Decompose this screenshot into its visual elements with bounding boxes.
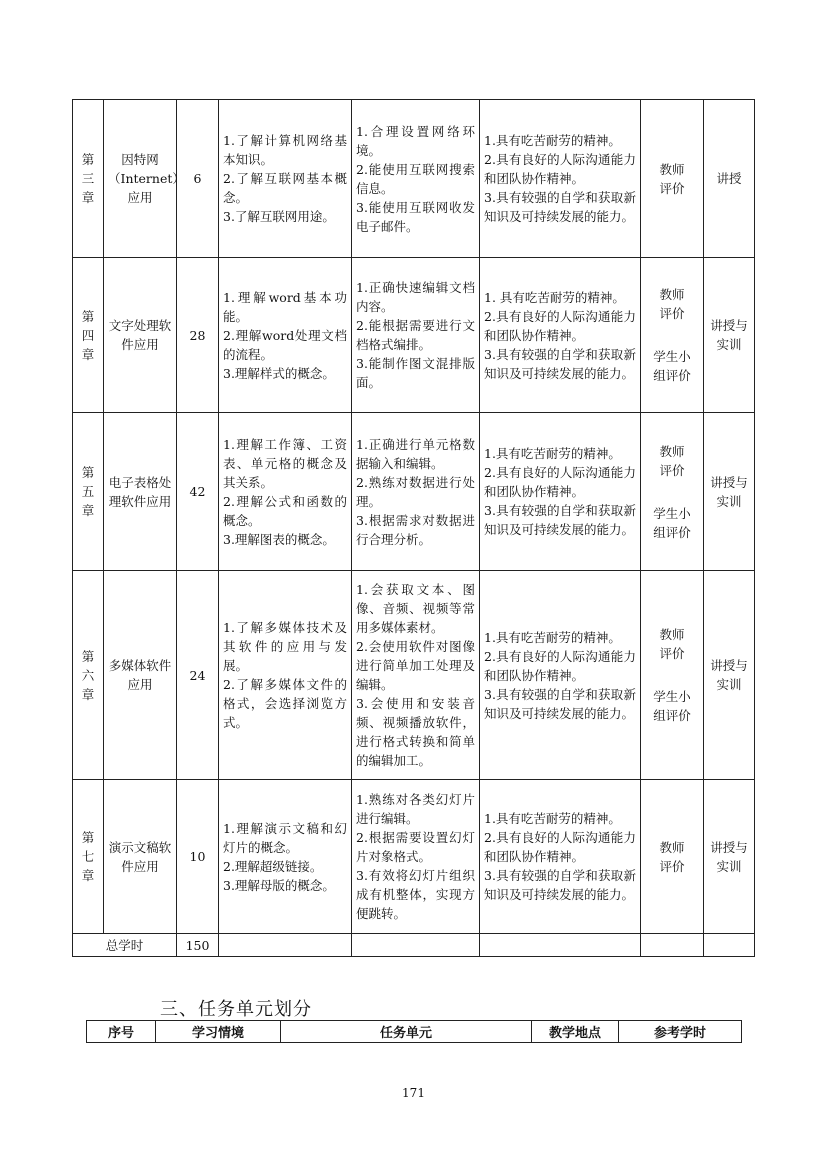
teaching-method (704, 100, 755, 258)
chapter-char: 三 (81, 171, 95, 186)
chapter-title-line: 应用 (146, 493, 172, 509)
knowledge-item: 3.了解互联网用途。 (223, 209, 335, 224)
chapter-row (73, 258, 755, 413)
evaluation-line: 评价 (659, 462, 685, 478)
chapter-title-line: 电子表 (108, 474, 147, 490)
chapter-title-line: 应用 (127, 677, 153, 692)
chapter-title (104, 413, 177, 571)
teaching-method (704, 258, 755, 413)
teaching-method (704, 571, 755, 780)
chapter-row (73, 571, 755, 780)
skill-item: 3.有效将幻灯片组织成有机整体，实现方便跳转。 (356, 868, 475, 921)
knowledge-goals (219, 258, 352, 413)
teaching-method-line: 与实 (716, 839, 748, 874)
quality-goals (480, 413, 641, 571)
chapter-row (73, 780, 755, 934)
skill-goals (352, 780, 480, 934)
skill-item: 3.根据需求对数据进行合理分析。 (356, 512, 475, 547)
knowledge-item: 1.了解计算机网络基本知识。 (223, 133, 347, 167)
evaluation-line: 教师 (659, 627, 685, 642)
total-label: 总学时 (73, 934, 177, 957)
total-row (73, 934, 755, 957)
header-reference-hours: 参考学时 (619, 1021, 742, 1043)
quality-item: 3.具有较强的自学和获取新知识及可持续发展的能力。 (484, 686, 636, 721)
chapter-row (73, 100, 755, 258)
skill-item: 1.熟练对各类幻灯片进行编辑。 (356, 792, 475, 826)
syllabus-body (73, 100, 755, 957)
skill-goals (352, 571, 480, 780)
knowledge-item: 1.理解演示文稿和幻灯片的概念。 (223, 820, 347, 855)
skill-item: 2.根据需要设置幻灯片对象格式。 (356, 830, 475, 864)
empty-cell (704, 934, 755, 957)
empty-cell (641, 934, 704, 957)
skill-item: 3.能制作图文混排版面。 (356, 356, 475, 390)
evaluation-line: 评价 (659, 858, 685, 874)
teaching-method-line: 讲授 (710, 839, 736, 855)
evaluation-line: 教师 (659, 287, 685, 302)
skill-item: 2.会使用软件对图像进行简单加工处理及编辑。 (356, 639, 475, 692)
evaluation-method (641, 780, 704, 934)
skill-item: 3.能使用互联网收发电子邮件。 (356, 199, 475, 234)
chapter-number (73, 571, 104, 780)
quality-item: 1.具有吃苦耐劳的精神。 (484, 811, 621, 826)
evaluation-line: 评价 (659, 306, 685, 321)
knowledge-item: 2.了解互联网基本概念。 (223, 171, 347, 205)
teaching-method-line: 与实 (716, 318, 748, 352)
chapter-title (104, 100, 185, 258)
skill-goals (352, 100, 480, 258)
evaluation-line: 学生小 (653, 505, 691, 521)
knowledge-goals (219, 100, 352, 258)
quality-item: 2.具有良好的人际沟通能力和团队协作精神。 (484, 152, 636, 186)
chapter-char: 章 (81, 190, 95, 205)
quality-goals (480, 780, 641, 934)
chapter-title-line: （Inter (108, 171, 152, 186)
evaluation-line: 教师 (659, 443, 685, 459)
header-learning-context: 学习情境 (156, 1021, 281, 1043)
quality-goals (480, 258, 641, 413)
skill-item: 2.能根据需要进行文档格式编排。 (356, 318, 475, 352)
skill-goals (352, 413, 480, 571)
header-task-unit: 任务单元 (281, 1021, 532, 1043)
task-header-row (87, 1021, 742, 1043)
skill-item: 1.正确进行单元格数据输入和编辑。 (356, 436, 475, 471)
chapter-hours: 6 (177, 100, 219, 258)
chapter-char: 章 (81, 868, 95, 883)
chapter-title-line: 演示文 (108, 839, 147, 855)
quality-item: 1.具有吃苦耐劳的精神。 (484, 133, 621, 148)
section-title: 三、任务单元划分 (160, 999, 312, 1020)
teaching-method (704, 413, 755, 571)
knowledge-item: 1.理解word基本功能。 (223, 289, 347, 324)
chapter-hours: 10 (177, 780, 219, 934)
chapter-number (73, 780, 104, 934)
chapter-char: 五 (81, 484, 95, 499)
chapter-char: 章 (81, 346, 95, 362)
evaluation-line: 评价 (659, 180, 685, 196)
quality-item: 1.具有吃苦耐劳的精神。 (484, 629, 621, 645)
syllabus-table (72, 99, 755, 957)
empty-cell (480, 934, 641, 957)
knowledge-goals (219, 413, 352, 571)
quality-item: 1. 具有吃苦耐劳的精神。 (484, 289, 625, 305)
skill-item: 3.会使用和安装音频、视频播放软件，进行格式转换和简单的编辑加工。 (356, 696, 475, 768)
skill-goals (352, 258, 480, 413)
teaching-method-line: 讲授 (710, 658, 736, 673)
evaluation-line: 组评价 (653, 524, 691, 540)
evaluation-method (641, 258, 704, 413)
quality-item: 3.具有较强的自学和获取新知识及可持续发展的能力。 (484, 190, 636, 224)
empty-cell (352, 934, 480, 957)
chapter-char: 第 (81, 465, 95, 480)
chapter-title-line: 多媒体 (108, 658, 147, 673)
teaching-method-line: 训 (729, 677, 742, 692)
teaching-method-line: 训 (729, 858, 742, 874)
skill-item: 2.熟练对数据进行处理。 (356, 474, 475, 509)
skill-item: 1.正确快速编辑文档内容。 (356, 280, 475, 314)
chapter-number (73, 258, 104, 413)
chapter-char: 七 (81, 849, 95, 864)
page-number: 171 (402, 1086, 425, 1100)
chapter-title-line: 稿软件 (121, 839, 172, 874)
quality-item: 2.具有良好的人际沟通能力和团队协作精神。 (484, 308, 636, 343)
evaluation-line: 组评价 (653, 708, 691, 723)
chapter-hours: 42 (177, 413, 219, 571)
knowledge-item: 3.理解母版的概念。 (223, 877, 335, 893)
chapter-hours: 28 (177, 258, 219, 413)
chapter-title-line: 软件 (146, 658, 172, 673)
chapter-row (73, 413, 755, 571)
quality-item: 3.具有较强的自学和获取新知识及可持续发展的能力。 (484, 503, 636, 537)
quality-item: 2.具有良好的人际沟通能力和团队协作精神。 (484, 648, 636, 683)
chapter-title-line: 理软件 (121, 318, 172, 352)
knowledge-item: 1.了解多媒体技术及其软件的应用与发展。 (223, 620, 347, 673)
evaluation-line: 组评价 (653, 368, 691, 383)
evaluation-method (641, 571, 704, 780)
evaluation-line: 评价 (659, 646, 685, 661)
quality-item: 3.具有较强的自学和获取新知识及可持续发展的能力。 (484, 868, 636, 902)
chapter-char: 第 (81, 308, 95, 324)
evaluation-line: 教师 (659, 161, 685, 177)
knowledge-item: 2.理解公式和函数的概念。 (223, 493, 347, 528)
knowledge-item: 3.理解图表的概念。 (223, 531, 335, 547)
chapter-title-line: 文字处 (108, 318, 147, 333)
chapter-number (73, 100, 104, 258)
chapter-title-line: 应用 (133, 858, 159, 874)
knowledge-item: 2.了解多媒体文件的格式，会选择浏览方式。 (223, 677, 347, 730)
empty-cell (219, 934, 352, 957)
knowledge-item: 3.理解样式的概念。 (223, 365, 335, 381)
teaching-method (704, 780, 755, 934)
chapter-hours: 24 (177, 571, 219, 780)
chapter-title-line: 格处理 (108, 474, 172, 509)
chapter-title-line: 软件 (121, 493, 147, 509)
quality-item: 3.具有较强的自学和获取新知识及可持续发展的能力。 (484, 346, 636, 381)
chapter-title (104, 258, 177, 413)
total-hours: 150 (177, 934, 219, 957)
teaching-method-line: 训 (729, 493, 742, 509)
chapter-title (104, 780, 177, 934)
chapter-char: 第 (81, 648, 95, 664)
chapter-char: 四 (81, 327, 95, 343)
chapter-title-line: net） (151, 171, 185, 186)
task-units-table (86, 1020, 742, 1043)
knowledge-item: 1.理解工作簿、工资表、单元格的概念及其关系。 (223, 436, 347, 490)
teaching-method-line: 讲授 (716, 171, 742, 186)
skill-item: 1.会获取文本、图像、音频、视频等常用多媒体素材。 (356, 582, 475, 635)
knowledge-goals (219, 571, 352, 780)
chapter-char: 章 (81, 686, 95, 702)
knowledge-item: 2.理解超级链接。 (223, 858, 323, 874)
evaluation-line: 教师 (659, 839, 685, 855)
chapter-char: 第 (81, 830, 95, 845)
chapter-char: 六 (81, 667, 95, 683)
evaluation-method (641, 100, 704, 258)
knowledge-goals (219, 780, 352, 934)
quality-item: 2.具有良好的人际沟通能力和团队协作精神。 (484, 465, 636, 499)
chapter-title (104, 571, 177, 780)
quality-goals (480, 571, 641, 780)
evaluation-line: 学生小 (653, 689, 691, 704)
teaching-method-line: 讲授 (710, 474, 736, 490)
chapter-title-line: 应用 (133, 337, 159, 352)
chapter-char: 章 (81, 503, 95, 518)
header-index: 序号 (87, 1021, 156, 1043)
teaching-method-line: 讲授 (710, 318, 736, 333)
chapter-title-line: 因特网 (121, 152, 159, 167)
chapter-number (73, 413, 104, 571)
chapter-char: 第 (81, 152, 95, 167)
knowledge-item: 2.理解word处理文档的流程。 (223, 327, 347, 362)
teaching-method-line: 训 (729, 337, 742, 352)
evaluation-line: 学生小 (653, 349, 691, 364)
teaching-method-line: 与实 (716, 474, 748, 509)
header-teaching-location: 教学地点 (532, 1021, 619, 1043)
teaching-method-line: 与实 (716, 658, 748, 692)
chapter-title-line: 应用 (127, 190, 153, 205)
quality-item: 2.具有良好的人际沟通能力和团队协作精神。 (484, 830, 636, 864)
quality-item: 1.具有吃苦耐劳的精神。 (484, 446, 621, 461)
skill-item: 1.合理设置网络环境。 (356, 123, 475, 158)
quality-goals (480, 100, 641, 258)
evaluation-method (641, 413, 704, 571)
skill-item: 2.能使用互联网搜索信息。 (356, 161, 475, 196)
